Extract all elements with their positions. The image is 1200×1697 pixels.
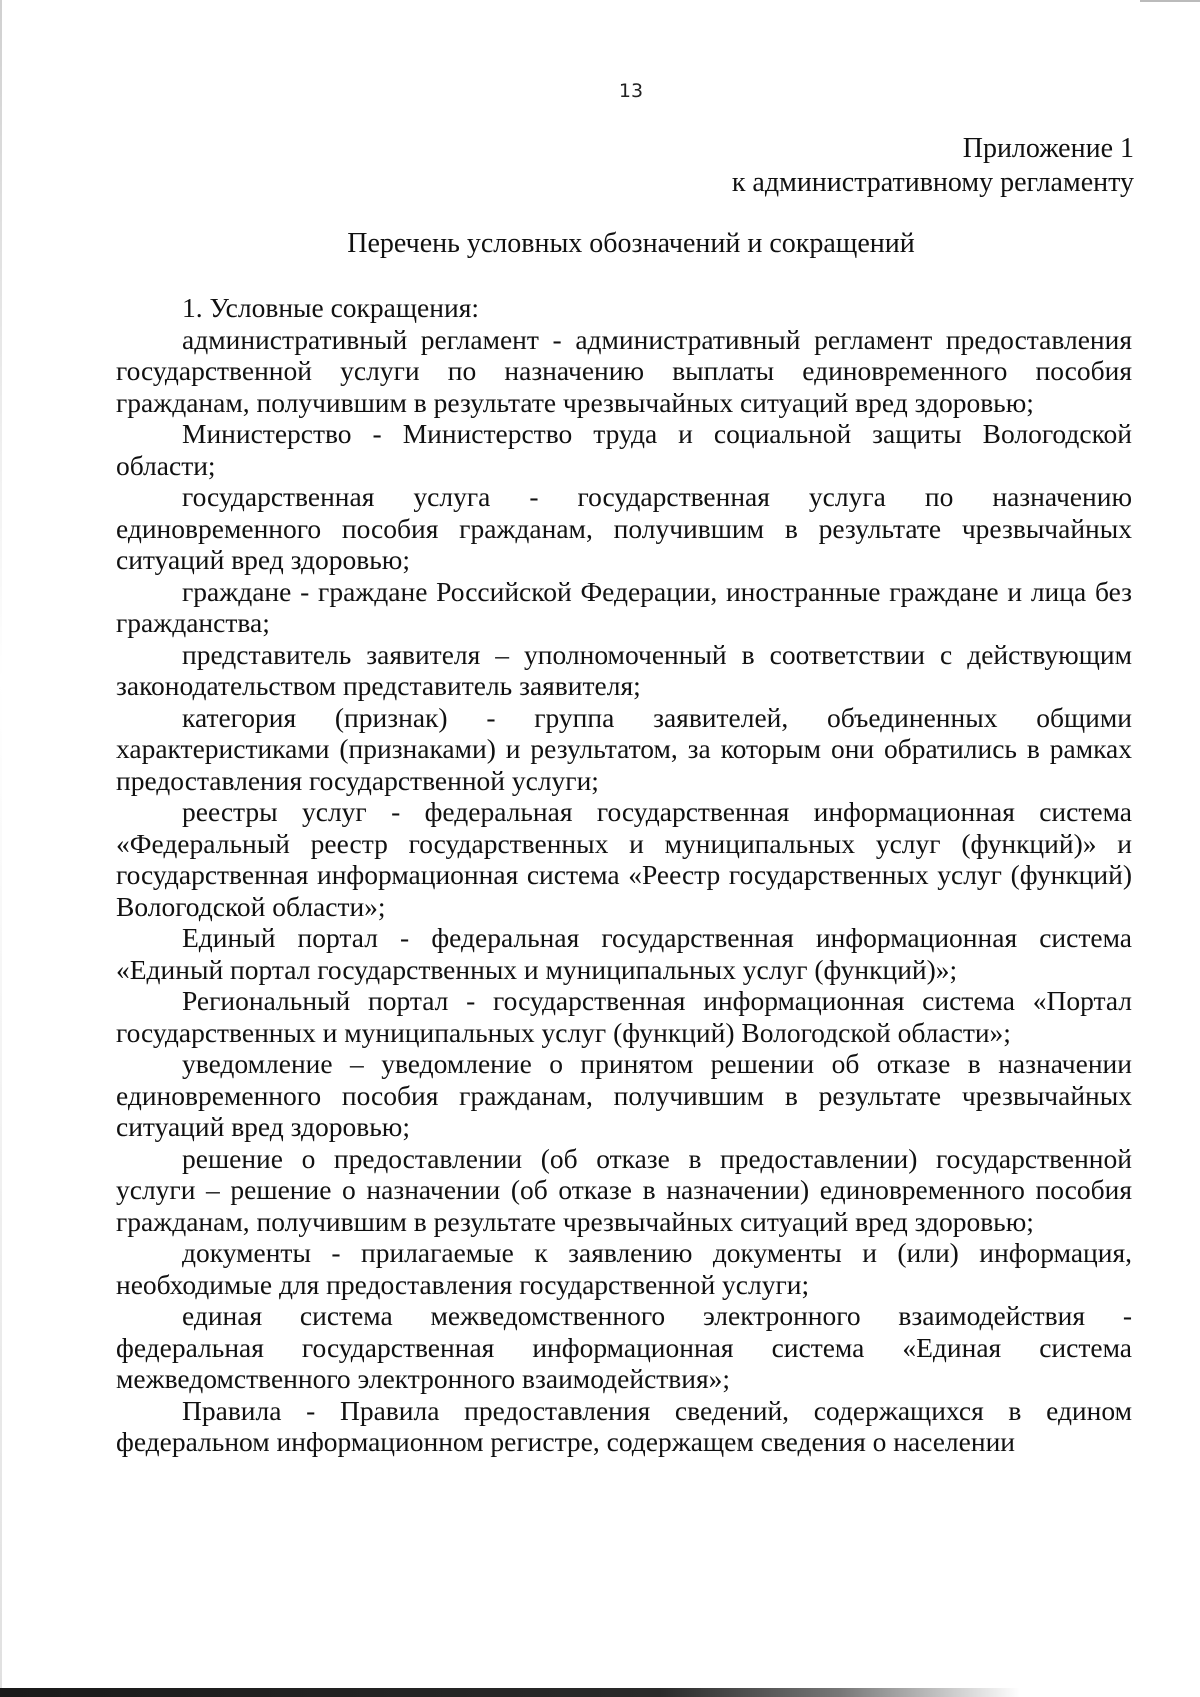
definition-paragraph: Министерство - Министерство труда и социальной защиты Вологодской области;: [116, 418, 1132, 481]
definition-paragraph: Правила - Правила предоставления сведений, содержащихся в едином федеральном информационном регистре, содержащем сведения о населении: [116, 1394, 1132, 1457]
document-body: [116, 292, 1132, 1458]
document-title: Перечень условных обозначений и сокращений: [347, 228, 915, 259]
definition-paragraph: единая система межведомственного электронного взаимодействия - федеральная государственная информационная система «Единая система межведомственного электронного взаимодействия»;: [116, 1300, 1132, 1394]
section-heading: 1. Условные сокращения:: [182, 292, 479, 323]
scan-edge-bottom: [0, 1688, 1200, 1697]
appendix-line-2: к административному регламенту: [731, 167, 1134, 198]
appendix-header: [732, 132, 1134, 200]
definition-paragraph: категория (признак) - группа заявителей, объединенных общими характеристиками (признаками) и результатом, за которым они обратились в рамках предоставления государственной услуги;: [116, 701, 1132, 796]
appendix-line-1: Приложение 1: [962, 133, 1134, 164]
definition-paragraph: Региональный портал - государственная информационная система «Портал государственных и муниципальных услуг (функций) Вологодской области»;: [116, 985, 1132, 1048]
definition-paragraph: уведомление – уведомление о принятом решении об отказе в назначении единовременного пособия гражданам, получившим в результате чрезвычайных ситуаций вред здоровью;: [116, 1048, 1132, 1142]
definition-paragraph: реестры услуг - федеральная государственная информационная система «Федеральный реестр государственных и муниципальных услуг (функций)» и государственная информационная система «Реестр государственных услуг (функций) Вологодской области»;: [116, 796, 1132, 922]
scan-edge-top: [1140, 0, 1200, 2]
definition-paragraph: документы - прилагаемые к заявлению документы и (или) информация, необходимые для предоставления государственной услуги;: [116, 1237, 1132, 1300]
definition-paragraph: представитель заявителя – уполномоченный в соответствии с действующим законодательством представитель заявителя;: [116, 638, 1132, 701]
definition-paragraph: решение о предоставлении (об отказе в предоставлении) государственной услуги – решение о назначении (об отказе в назначении) единовременного пособия гражданам, получившим в результате чрезвычайных ситуаций вред здоровью;: [116, 1142, 1132, 1237]
definition-paragraph: граждане - граждане Российской Федерации, иностранные граждане и лица без гражданства;: [116, 575, 1132, 638]
definition-paragraph: административный регламент - административный регламент предоставления государственной услуги по назначению выплаты единовременного пособия гражданам, получившим в результате чрезвычайных ситуаций вред здоровью;: [116, 323, 1132, 418]
definition-paragraph: государственная услуга - государственная услуга по назначению единовременного пособия гражданам, получившим в результате чрезвычайных ситуаций вред здоровью;: [116, 481, 1132, 575]
definition-paragraph: Единый портал - федеральная государственная информационная система «Единый портал государственных и муниципальных услуг (функций)»;: [116, 922, 1132, 985]
page-number: 13: [618, 80, 644, 102]
